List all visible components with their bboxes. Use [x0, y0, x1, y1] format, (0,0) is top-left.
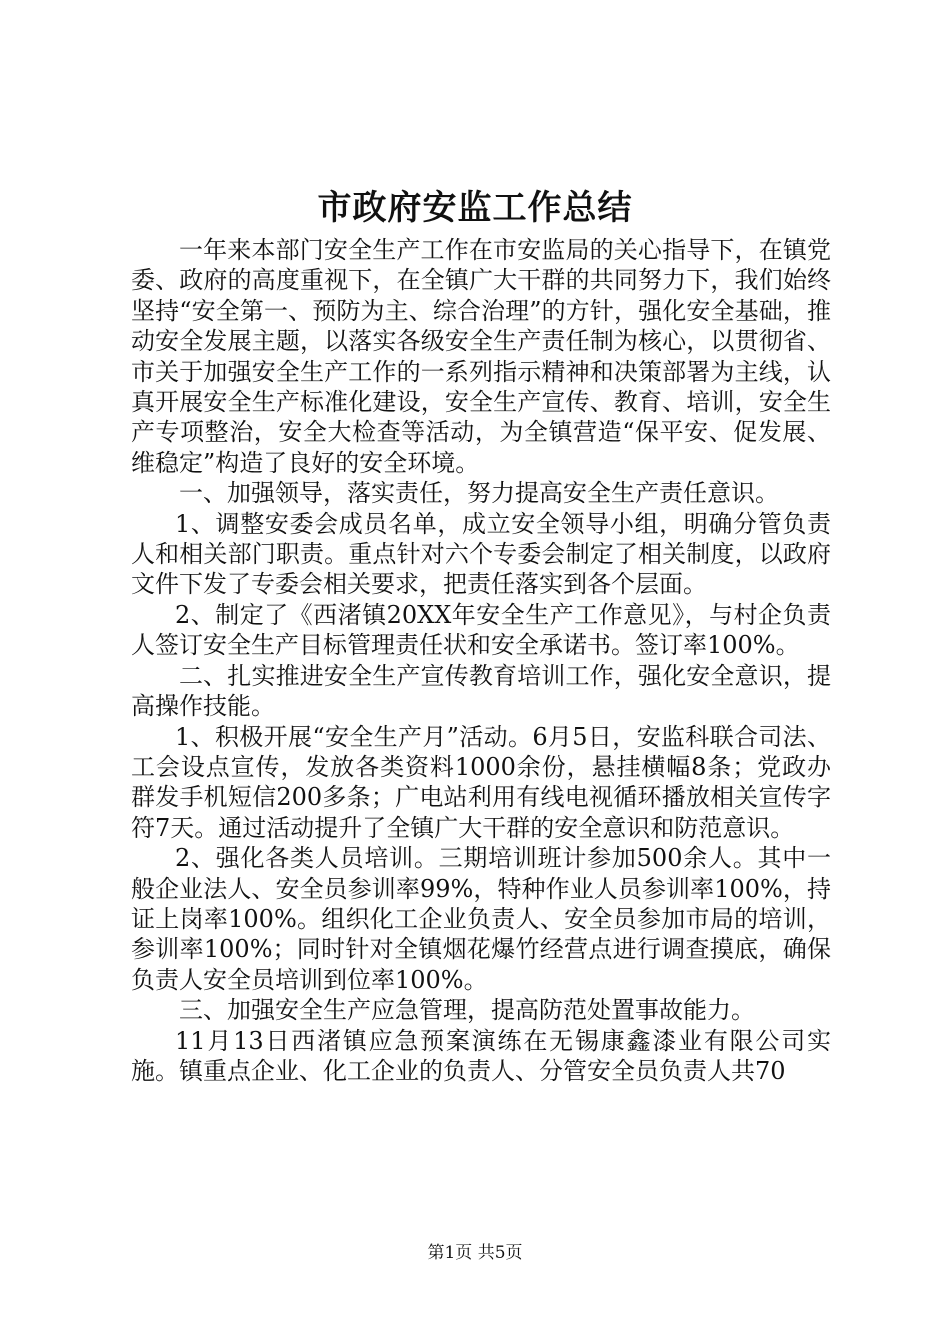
paragraph-2-1: 1、积极开展“安全生产月”活动。6月5日，安监科联合司法、工会设点宣传，发放各类资料1000余份，悬挂横幅8条；党政办群发手机短信200多条；广电站利用有线电视循环播放相关宣传字符7天。通过活动提升了全镇广大干群的安全意识和防范意识。 — [131, 722, 831, 842]
paragraph-1-2: 2、制定了《西渚镇20XX年安全生产工作意见》，与村企负责人签订安全生产目标管理责任状和安全承诺书。签订率100%。 — [131, 600, 831, 660]
paragraph-2-2: 2、强化各类人员培训。三期培训班计参加500余人。其中一般企业法人、安全员参训率99%，特种作业人员参训率100%，持证上岗率100%。组织化工企业负责人、安全员参加市局的培训，参训率100%；同时针对全镇烟花爆竹经营点进行调查摸底，确保负责人安全员培训到位率100%。 — [131, 844, 831, 994]
paragraph-3-1: 11月13日西渚镇应急预案演练在无锡康鑫漆业有限公司实施。镇重点企业、化工企业的负责人、分管安全员负责人共70 — [131, 1026, 831, 1085]
section-heading-3: 三、加强安全生产应急管理，提高防范处置事故能力。 — [179, 996, 755, 1025]
section-heading-1: 一、加强领导，落实责任，努力提高安全生产责任意识。 — [179, 479, 779, 508]
page-number-footer: 第1页 共5页 — [427, 1243, 523, 1263]
paragraph-1-1: 1、调整安委会成员名单，成立安全领导小组，明确分管负责人和相关部门职责。重点针对六个专委会制定了相关制度，以政府文件下发了专委会相关要求，把责任落实到各个层面。 — [131, 509, 831, 599]
document-body — [131, 235, 831, 1086]
paragraph-intro: 一年来本部门安全生产工作在市安监局的关心指导下，在镇党委、政府的高度重视下，在全镇广大干群的共同努力下，我们始终坚持“安全第一、预防为主、综合治理”的方针，强化安全基础，推动安全发展主题，以落实各级安全生产责任制为核心，以贯彻省、市关于加强安全生产工作的一系列指示精神和决策部署为主线，认真开展安全生产标准化建设，安全生产宣传、教育、培训，安全生产专项整治，安全大检查等活动，为全镇营造“保平安、促发展、维稳定”构造了良好的安全环境。 — [131, 236, 831, 477]
document-title: 市政府安监工作总结 — [317, 188, 633, 228]
section-heading-2: 二、扎实推进安全生产宣传教育培训工作，强化安全意识，提高操作技能。 — [131, 661, 831, 721]
